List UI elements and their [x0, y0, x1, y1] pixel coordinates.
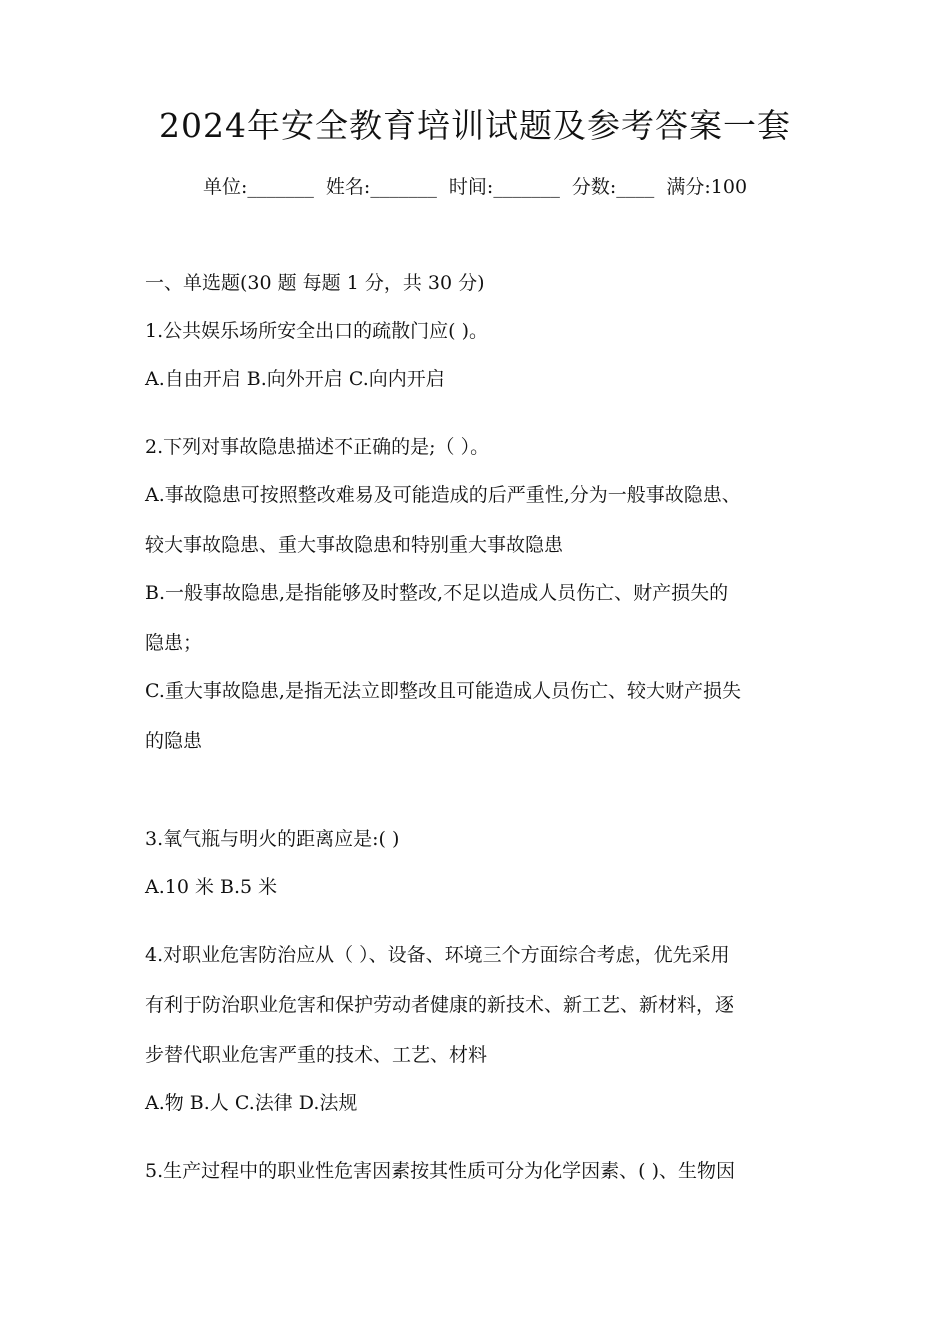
question-stem: 3.氧气瓶与明火的距离应是:( ): [145, 828, 400, 850]
option-a: [145, 480, 815, 560]
document-title: 2024年安全教育培训试题及参考答案一套: [159, 106, 791, 145]
question-stem: 5.生产过程中的职业性危害因素按其性质可分为化学因素、( )、生物因: [145, 1160, 735, 1182]
option-line: 隐患；: [145, 632, 203, 654]
question-stem: 步替代职业危害严重的技术、工艺、材料: [145, 1044, 488, 1066]
question-4: [145, 940, 815, 1118]
option-line: B.一般事故隐患,是指能够及时整改,不足以造成人员伤亡、财产损失的: [145, 582, 729, 604]
question-stem: 有利于防治职业危害和保护劳动者健康的新技术、新工艺、新材料，逐: [145, 994, 735, 1016]
option-line: C.重大事故隐患,是指无法立即整改且可能造成人员伤亡、较大财产损失: [145, 680, 741, 702]
option-b: [145, 578, 815, 658]
question-3: [145, 824, 815, 902]
question-stem: 1.公共娱乐场所安全出口的疏散门应( )。: [145, 320, 488, 342]
option-c: [145, 676, 815, 756]
question-options: A.物 B.人 C.法律 D.法规: [145, 1092, 358, 1114]
question-stem: 2.下列对事故隐患描述不正确的是;（ ）。: [145, 436, 490, 458]
question-2: [145, 432, 815, 756]
section-heading: 一、单选题(30 题 每题 1 分，共 30 分): [145, 272, 485, 294]
option-line: A.事故隐患可按照整改难易及可能造成的后严重性,分为一般事故隐患、: [145, 484, 741, 506]
question-1: [145, 316, 815, 394]
question-5: [145, 1156, 815, 1186]
exam-content: [145, 268, 815, 1186]
option-line: 较大事故隐患、重大事故隐患和特别重大事故隐患: [145, 534, 564, 556]
question-options: A.10 米 B.5 米: [145, 876, 278, 898]
option-line: 的隐患: [145, 730, 203, 752]
question-options: A.自由开启 B.向外开启 C.向内开启: [145, 368, 445, 390]
exam-info-line: 单位:_______ 姓名:_______ 时间:_______ 分数:____ 满分:100: [202, 176, 748, 198]
question-stem: 4.对职业危害防治应从（ ）、设备、环境三个方面综合考虑，优先采用: [145, 944, 730, 966]
